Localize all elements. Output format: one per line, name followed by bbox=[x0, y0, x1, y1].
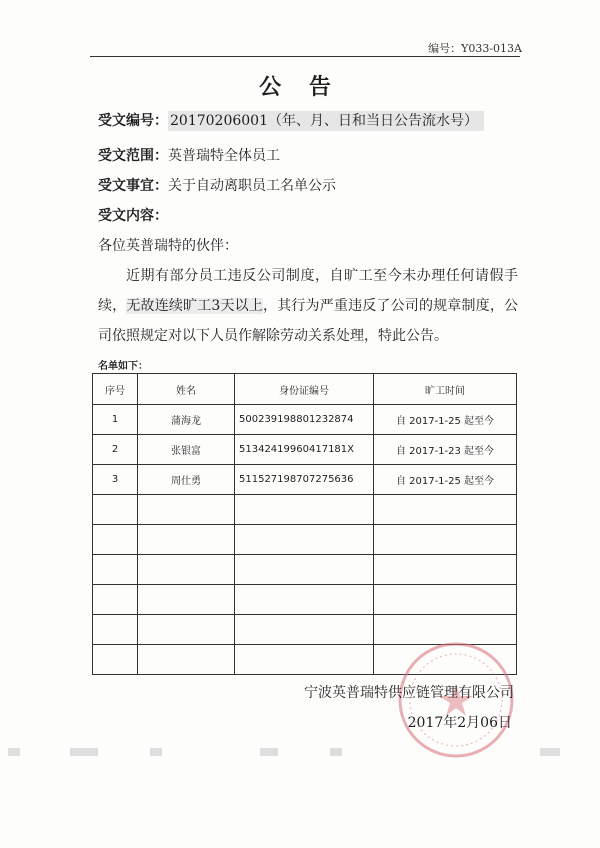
cell-id-number bbox=[235, 495, 374, 525]
cell-absence-time: 自 2017-1-25 起至今 bbox=[374, 465, 517, 495]
cell-name bbox=[138, 585, 235, 615]
document-number: 编号：Y033-013A bbox=[428, 42, 522, 55]
table-header-row bbox=[93, 374, 517, 405]
body-text-1: 近期有部分员工违反公司制度，自旷工至今未办理任何请假手续， bbox=[98, 268, 518, 314]
cell-name bbox=[138, 555, 235, 585]
scope-label: 受文范围： bbox=[98, 148, 168, 164]
cell-absence-time: 自 2017-1-25 起至今 bbox=[374, 405, 517, 435]
scan-artifact bbox=[70, 748, 98, 756]
cell-index: 2 bbox=[93, 435, 138, 465]
cell-absence-time bbox=[374, 525, 517, 555]
content-field bbox=[98, 205, 168, 225]
cell-index bbox=[93, 615, 138, 645]
header-name: 姓名 bbox=[138, 374, 235, 405]
body-text-highlight: 无故连续旷工3天以上 bbox=[126, 298, 264, 314]
cell-id-number bbox=[235, 615, 374, 645]
cell-index: 3 bbox=[93, 465, 138, 495]
table-row bbox=[93, 465, 517, 495]
cell-absence-time: 自 2017-1-23 起至今 bbox=[374, 435, 517, 465]
cell-name bbox=[138, 525, 235, 555]
body-text-2: ，其行为严重违反了公司的规章制度，公司依照规定对以下人员作解除劳动关系处理，特此公告。 bbox=[98, 298, 519, 344]
scan-artifact bbox=[330, 748, 342, 756]
table-row bbox=[93, 555, 517, 585]
cell-absence-time bbox=[374, 585, 517, 615]
cell-index bbox=[93, 555, 138, 585]
header-divider bbox=[90, 56, 520, 57]
greeting: 各位英普瑞特的伙伴： bbox=[98, 238, 238, 254]
cell-id-number: 51342419960417181X bbox=[235, 435, 374, 465]
cell-name bbox=[138, 615, 235, 645]
subject-field bbox=[98, 175, 336, 195]
cell-index: 1 bbox=[93, 405, 138, 435]
cell-id-number: 500239198801232874 bbox=[235, 405, 374, 435]
cell-absence-time bbox=[374, 495, 517, 525]
cell-id-number: 511527198707275636 bbox=[235, 465, 374, 495]
notice-title: 公 告 bbox=[259, 75, 341, 100]
cell-name bbox=[138, 495, 235, 525]
table-row bbox=[93, 585, 517, 615]
header-absence-time: 旷工时间 bbox=[374, 374, 517, 405]
reference-number-field bbox=[98, 110, 484, 130]
content-label: 受文内容： bbox=[98, 208, 168, 224]
list-label: 名单如下： bbox=[98, 361, 148, 372]
table-row bbox=[93, 495, 517, 525]
table-row bbox=[93, 405, 517, 435]
subject-label: 受文事宜： bbox=[98, 178, 168, 194]
reference-number-label: 受文编号： bbox=[98, 113, 168, 129]
cell-id-number bbox=[235, 555, 374, 585]
cell-id-number bbox=[235, 525, 374, 555]
cell-id-number bbox=[235, 645, 374, 675]
company-name: 宁波英普瑞特供应链管理有限公司 bbox=[304, 685, 514, 701]
employee-table bbox=[92, 373, 517, 675]
cell-absence-time bbox=[374, 555, 517, 585]
issue-date: 2017年2月06日 bbox=[407, 715, 512, 731]
table-row bbox=[93, 435, 517, 465]
scan-artifact bbox=[8, 748, 20, 756]
cell-id-number bbox=[235, 585, 374, 615]
scope-field bbox=[98, 145, 280, 165]
header-id-number: 身份证编号 bbox=[235, 374, 374, 405]
scan-artifact bbox=[540, 748, 560, 756]
cell-index bbox=[93, 585, 138, 615]
cell-index bbox=[93, 525, 138, 555]
reference-number-value: 20170206001（年、月、日和当日公告流水号） bbox=[168, 111, 484, 131]
scan-artifact bbox=[260, 748, 278, 756]
cell-index bbox=[93, 495, 138, 525]
table-row bbox=[93, 525, 517, 555]
cell-name: 张银富 bbox=[138, 435, 235, 465]
header-index: 序号 bbox=[93, 374, 138, 405]
body-paragraph bbox=[98, 261, 518, 351]
scope-value: 英普瑞特全体员工 bbox=[168, 148, 280, 164]
cell-name: 周仕勇 bbox=[138, 465, 235, 495]
cell-name: 蒲海龙 bbox=[138, 405, 235, 435]
scan-artifact bbox=[150, 748, 162, 756]
subject-value: 关于自动离职员工名单公示 bbox=[168, 178, 336, 194]
cell-index bbox=[93, 645, 138, 675]
cell-name bbox=[138, 645, 235, 675]
